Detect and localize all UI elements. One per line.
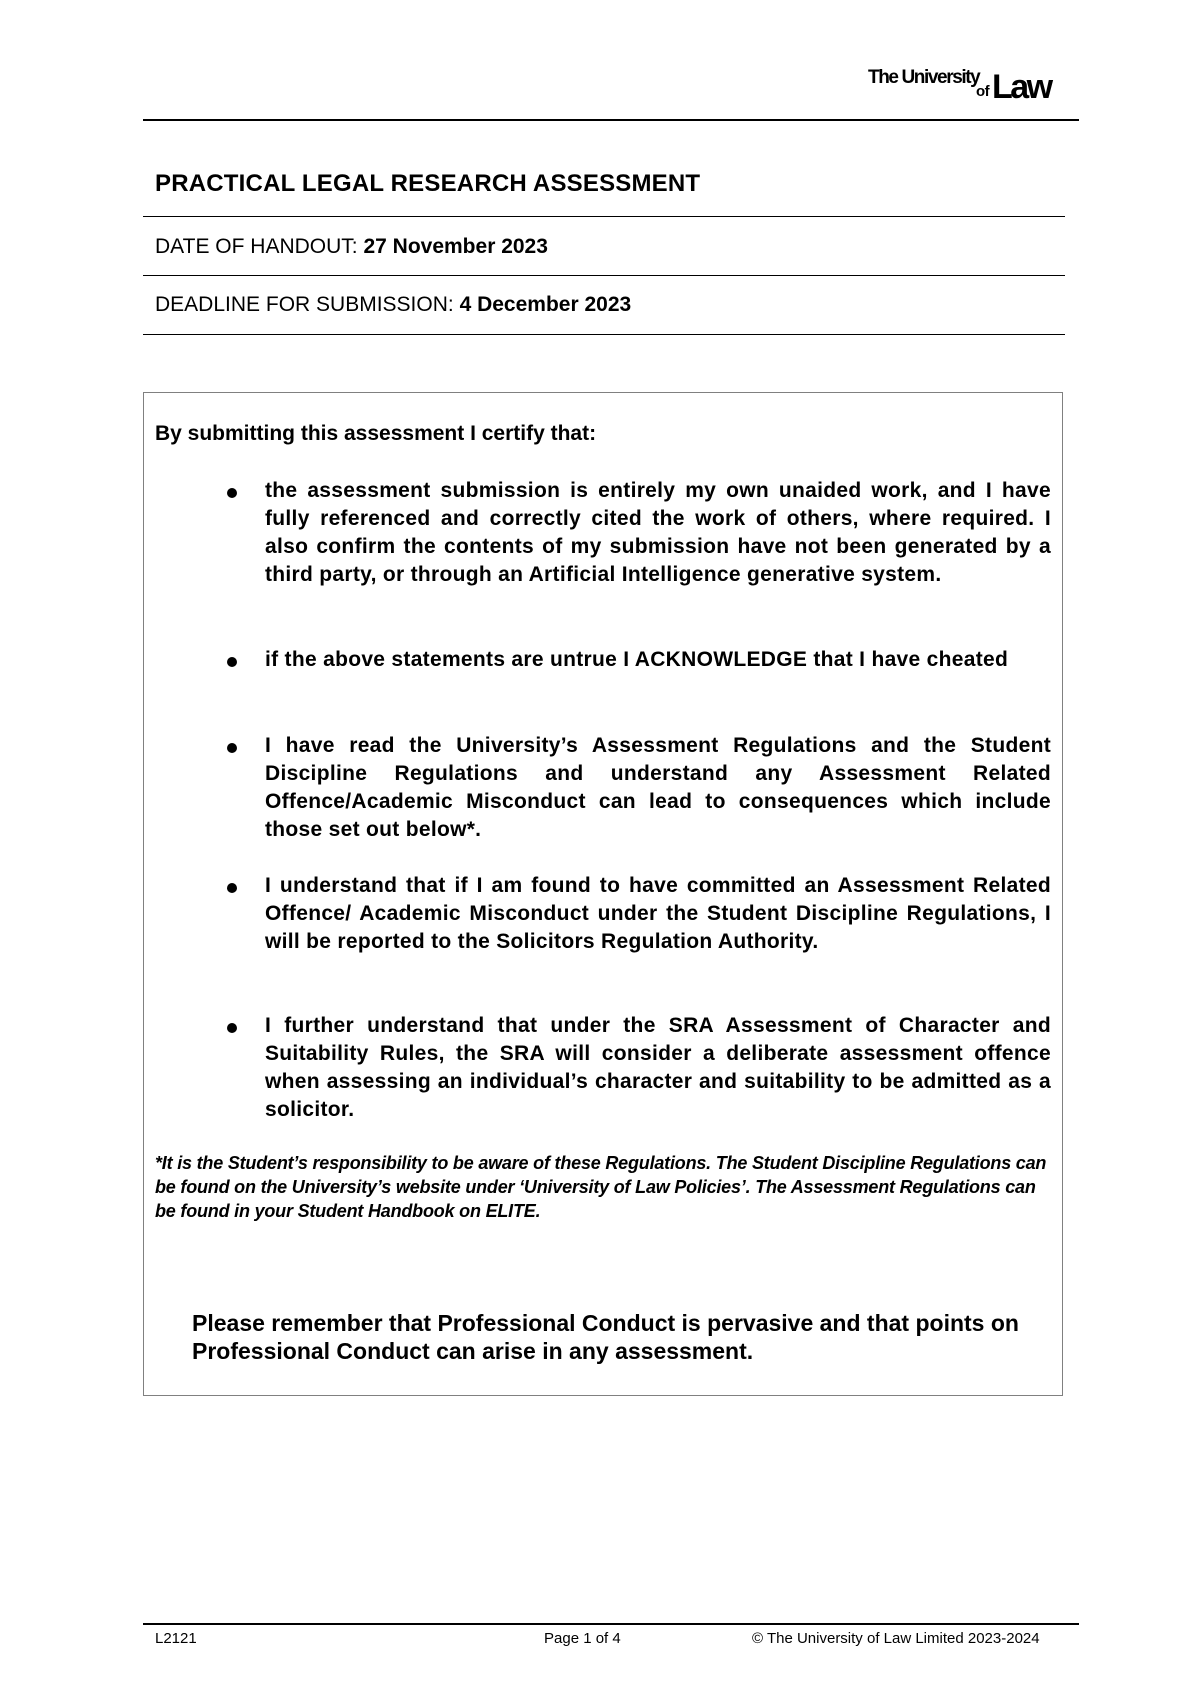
- page-title: PRACTICAL LEGAL RESEARCH ASSESSMENT: [155, 170, 701, 197]
- header-rule: [143, 119, 1079, 121]
- professional-conduct-reminder: Please remember that Professional Conduct is pervasive and that points on Professional Conduct can arise in any assessment.: [192, 1310, 1019, 1364]
- handout-divider: [143, 275, 1065, 276]
- declaration-item-own-work: the assessment submission is entirely my own unaided work, and I have fully referenced and correctly cited the work of others, where required. I also confirm the contents of my submission have not been generated by a third party, or through an Artificial Intelligence generative system.: [265, 479, 1051, 586]
- deadline-value: 4 December 2023: [459, 293, 632, 316]
- declaration-item-cheated: if the above statements are untrue I ACKNOWLEDGE that I have cheated: [265, 648, 1009, 671]
- declaration-item-character: I further understand that under the SRA Assessment of Character and Suitability Rules, the SRA will consider a deliberate assessment offence when assessing an individual’s character and suitability to be admitted as a solicitor.: [265, 1014, 1051, 1121]
- footer-copyright: © The University of Law Limited 2023-2024: [752, 1630, 1040, 1647]
- footer-page-number: Page 1 of 4: [544, 1630, 621, 1647]
- declaration-item-regulations: I have read the University’s Assessment Regulations and the Student Discipline Regulations and understand any Assessment Related Offence/Academic Misconduct can lead to consequences which include those set out below*.: [265, 734, 1051, 841]
- deadline-line: [155, 293, 631, 317]
- deadline-divider: [143, 334, 1065, 335]
- bullet-icon: [227, 488, 237, 498]
- bullet-icon: [227, 743, 237, 753]
- logo-text-of: of: [976, 83, 990, 100]
- handout-date-line: [155, 235, 548, 259]
- footer-rule: [143, 1623, 1079, 1625]
- logo-text-law: Law: [992, 68, 1051, 106]
- bullet-icon: [227, 657, 237, 667]
- university-logo: [868, 64, 1073, 108]
- logo-text-university: The University: [868, 67, 980, 88]
- title-divider: [143, 216, 1065, 217]
- deadline-label: DEADLINE FOR SUBMISSION:: [155, 293, 454, 316]
- handout-date-value: 27 November 2023: [363, 235, 548, 258]
- regulations-note: *It is the Student’s responsibility to be aware of these Regulations. The Student Discipline Regulations can be found on the University’s website under ‘University of Law Policies’. The Assessment Regulations can be found in your Student Handbook on ELITE.: [155, 1153, 1047, 1221]
- handout-date-label: DATE OF HANDOUT:: [155, 235, 358, 258]
- bullet-icon: [227, 883, 237, 893]
- bullet-icon: [227, 1023, 237, 1033]
- footer-code: L2121: [155, 1630, 197, 1647]
- declaration-intro: By submitting this assessment I certify that:: [155, 422, 597, 445]
- declaration-item-sra-report: I understand that if I am found to have committed an Assessment Related Offence/ Academic Misconduct under the Student Discipline Regulations, I will be reported to the Solicitors Regulation Authority.: [265, 874, 1051, 953]
